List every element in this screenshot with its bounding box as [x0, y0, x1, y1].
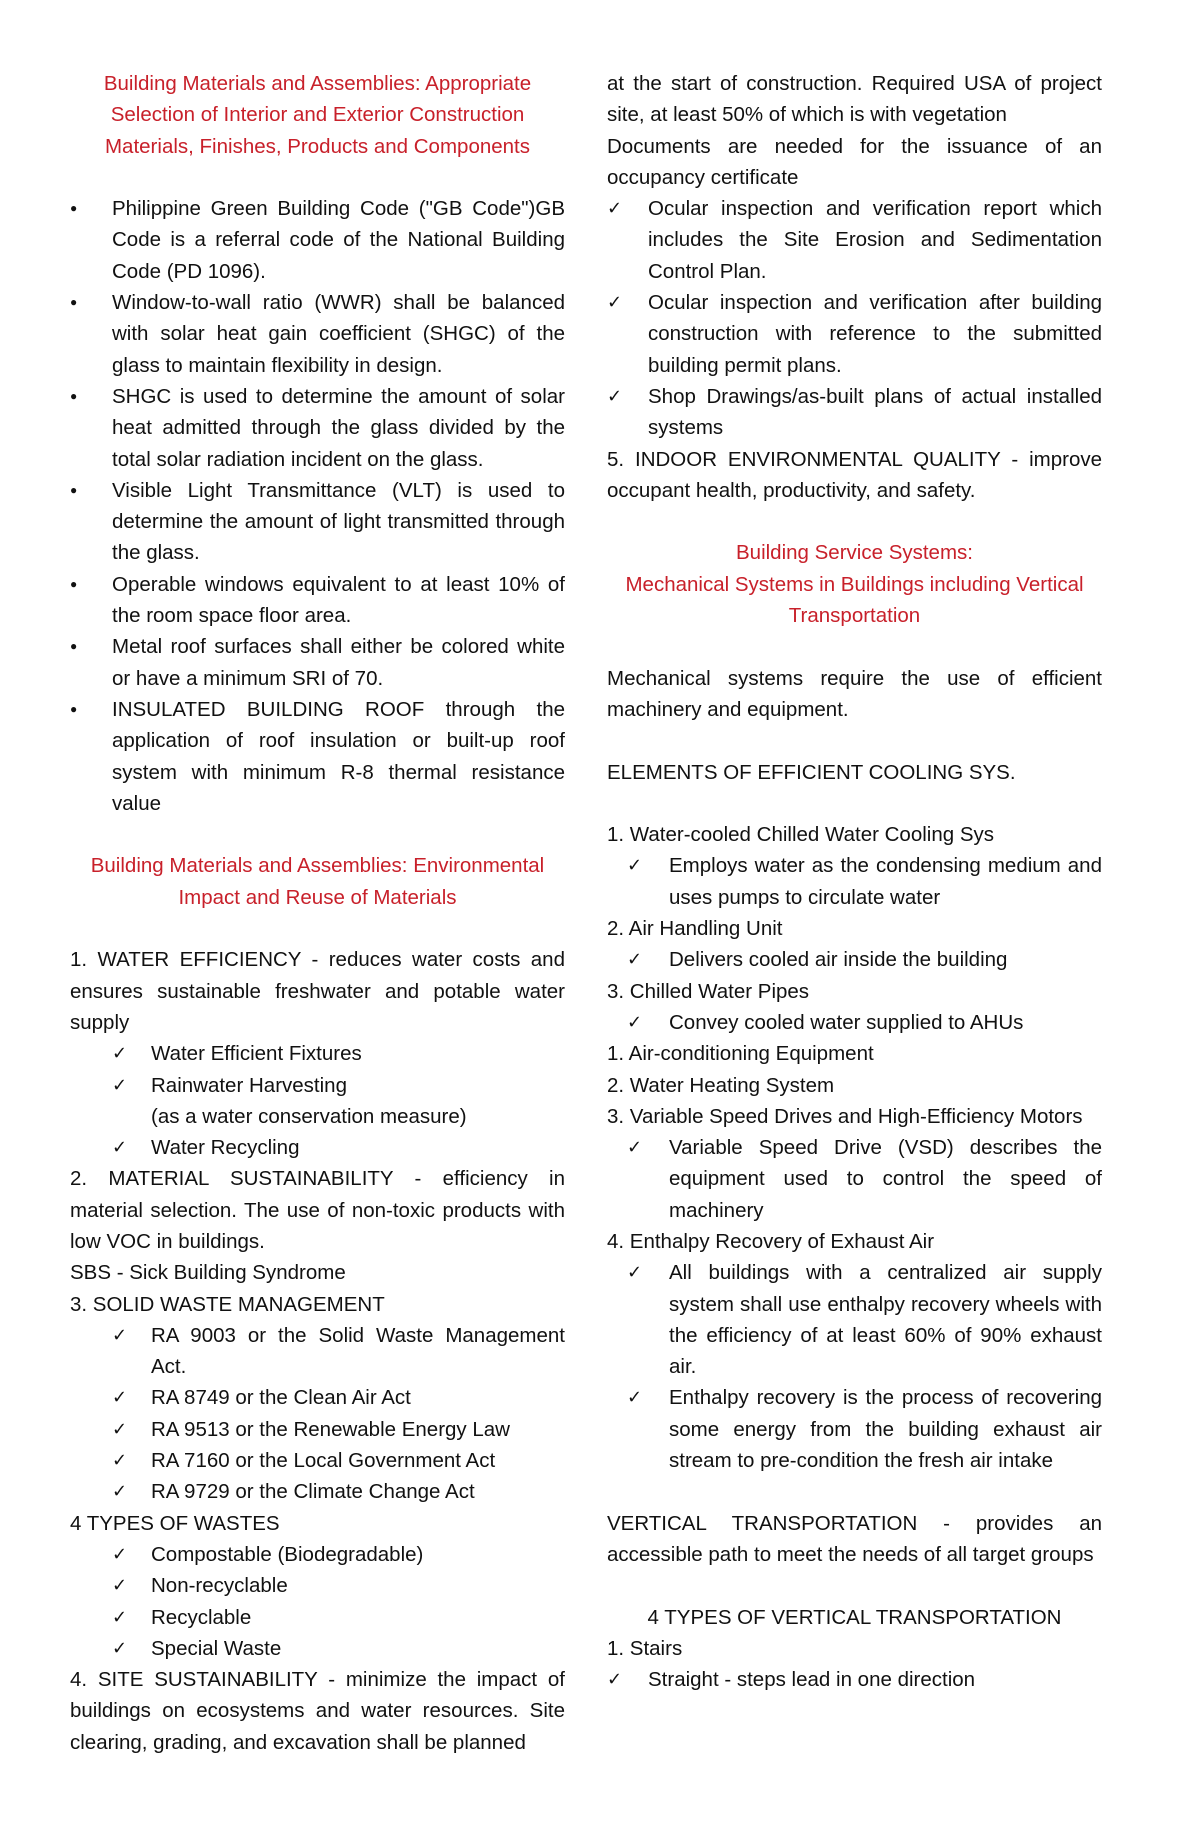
check-mark-icon: ✓	[112, 1387, 128, 1409]
check-mark-icon: ✓	[112, 1637, 128, 1659]
check-mark-icon: ✓	[627, 949, 643, 971]
list-item: ✓ Ocular inspection and verification report which includes the Site Erosion and Sedimentation Control Plan.	[607, 193, 1102, 287]
list-item: ✓ RA 8749 or the Clean Air Act	[70, 1382, 565, 1413]
right-column	[607, 68, 1102, 1695]
list-item: ● SHGC is used to determine the amount of solar heat admitted through the glass divided by the total solar radiation incident on the glass.	[70, 381, 565, 475]
vertical-transportation-paragraph: VERTICAL TRANSPORTATION - provides an accessible path to meet the needs of all target groups	[607, 1511, 1102, 1566]
list-item: 3. Variable Speed Drives and High-Efficiency Motors	[607, 1104, 1083, 1128]
check-mark-icon: ✓	[112, 1074, 128, 1096]
check-mark-icon: ✓	[607, 198, 623, 220]
material-sustainability-paragraph: 2. MATERIAL SUSTAINABILITY - efficiency in material selection. The use of non-toxic products with low VOC in buildings.	[70, 1167, 565, 1253]
list-item: 2. Air Handling Unit	[607, 917, 783, 941]
check-mark-icon: ✓	[112, 1606, 128, 1628]
list-item: 1. Air-conditioning Equipment	[607, 1042, 874, 1066]
list-item: ✓ Delivers cooled air inside the building	[607, 944, 1102, 975]
list-item: ✓ RA 9003 or the Solid Waste Management Act.	[70, 1320, 565, 1383]
check-mark-icon: ✓	[112, 1450, 128, 1472]
check-mark-icon: ✓	[112, 1481, 128, 1503]
list-item: ● Operable windows equivalent to at least 10% of the room space floor area.	[70, 569, 565, 632]
gb-code-bullet-list	[70, 193, 565, 819]
check-mark-icon: ✓	[112, 1418, 128, 1440]
list-item: ✓ Recyclable	[70, 1602, 565, 1633]
indoor-environmental-quality-paragraph: 5. INDOOR ENVIRONMENTAL QUALITY - improve occupant health, productivity, and safety.	[607, 447, 1102, 502]
list-item: ✓ Variable Speed Drive (VSD) describes the equipment used to control the speed of machinery	[607, 1132, 1102, 1226]
left-column	[70, 68, 565, 1758]
list-item: 2. Water Heating System	[607, 1073, 835, 1097]
list-item: ✓ Water Efficient Fixtures	[70, 1038, 565, 1069]
check-mark-icon: ✓	[627, 1387, 643, 1409]
list-item: ✓ Non-recyclable	[70, 1570, 565, 1601]
list-item: ✓ Convey cooled water supplied to AHUs	[607, 1007, 1102, 1038]
section-heading-environmental-impact: Building Materials and Assemblies: Environmental Impact and Reuse of Materials	[90, 854, 545, 909]
list-item: ✓ RA 9513 or the Renewable Energy Law	[70, 1414, 565, 1445]
list-item: 3. Chilled Water Pipes	[607, 979, 810, 1003]
occupancy-documents-paragraph: Documents are needed for the issuance of an occupancy certificate	[607, 134, 1102, 189]
mechanical-systems-paragraph: Mechanical systems require the use of efficient machinery and equipment.	[607, 666, 1102, 721]
list-item: ✓ Enthalpy recovery is the process of recovering some energy from the building exhaust air stream to pre-condition the fresh air intake	[607, 1382, 1102, 1476]
check-mark-icon: ✓	[627, 855, 643, 877]
list-item: ✓ Shop Drawings/as-built plans of actual installed systems	[607, 381, 1102, 444]
list-item: ✓ Rainwater Harvesting	[70, 1070, 565, 1101]
check-mark-icon: ✓	[112, 1137, 128, 1159]
list-item: ✓ Employs water as the condensing medium and uses pumps to circulate water	[607, 850, 1102, 913]
check-mark-icon: ✓	[607, 1669, 623, 1691]
list-item: ✓ RA 7160 or the Local Government Act	[70, 1445, 565, 1476]
check-mark-icon: ✓	[627, 1262, 643, 1284]
site-sustainability-continued: at the start of construction. Required USA of project site, at least 50% of which is with vegetation	[607, 72, 1102, 127]
waste-types-title: 4 TYPES OF WASTES	[70, 1511, 280, 1535]
list-item: ✓ Special Waste	[70, 1633, 565, 1664]
list-item: ● INSULATED BUILDING ROOF through the application of roof insulation or built-up roof system with minimum R-8 thermal resistance value	[70, 694, 565, 819]
list-item: 1. Stairs	[607, 1636, 683, 1660]
solid-waste-title: 3. SOLID WASTE MANAGEMENT	[70, 1292, 385, 1316]
sbs-definition: SBS - Sick Building Syndrome	[70, 1261, 346, 1285]
check-mark-icon: ✓	[112, 1543, 128, 1565]
check-mark-icon: ✓	[627, 1011, 643, 1033]
check-mark-icon: ✓	[607, 385, 623, 407]
check-mark-icon: ✓	[112, 1043, 128, 1065]
list-item: ● Visible Light Transmittance (VLT) is used to determine the amount of light transmitted through the glass.	[70, 475, 565, 569]
section-heading-materials-selection: Building Materials and Assemblies: Appropriate Selection of Interior and Exterior Construction Materials, Finishes, Products and Components	[103, 72, 532, 158]
list-item: ✓ All buildings with a centralized air supply system shall use enthalpy recovery wheels with the efficiency of at least 60% of 90% exhaust air.	[607, 1257, 1102, 1382]
list-item: ● Philippine Green Building Code ("GB Code")GB Code is a referral code of the National Building Code (PD 1096).	[70, 193, 565, 287]
section-heading-building-service-systems: Building Service Systems: Mechanical Systems in Buildings including Vertical Transportation	[625, 541, 1084, 628]
check-mark-icon: ✓	[607, 292, 623, 314]
list-item: ● Metal roof surfaces shall either be colored white or have a minimum SRI of 70.	[70, 631, 565, 694]
list-item: ✓ Straight - steps lead in one direction	[607, 1664, 1102, 1695]
water-efficiency-paragraph: 1. WATER EFFICIENCY - reduces water costs and ensures sustainable freshwater and potable water supply	[70, 948, 565, 1034]
list-item: ● Window-to-wall ratio (WWR) shall be balanced with solar heat gain coefficient (SHGC) of the glass to maintain flexibility in design.	[70, 287, 565, 381]
list-item: ✓ Water Recycling	[70, 1132, 565, 1163]
list-item: 4. Enthalpy Recovery of Exhaust Air	[607, 1229, 935, 1253]
list-item: 1. Water-cooled Chilled Water Cooling Sys	[607, 823, 994, 847]
list-item: ✓ Ocular inspection and verification after building construction with reference to the submitted building permit plans.	[607, 287, 1102, 381]
site-sustainability-paragraph: 4. SITE SUSTAINABILITY - minimize the impact of buildings on ecosystems and water resources. Site clearing, grading, and excavation shall be planned	[70, 1668, 565, 1754]
list-item: ✓ Compostable (Biodegradable)	[70, 1539, 565, 1570]
cooling-elements-title: ELEMENTS OF EFFICIENT COOLING SYS.	[607, 760, 1016, 784]
check-mark-icon: ✓	[112, 1575, 128, 1597]
list-item: ✓ RA 9729 or the Climate Change Act	[70, 1476, 565, 1507]
vertical-transportation-types-title: 4 TYPES OF VERTICAL TRANSPORTATION	[647, 1605, 1062, 1629]
check-mark-icon: ✓	[112, 1324, 128, 1346]
list-item-note: (as a water conservation measure)	[151, 1104, 467, 1128]
check-mark-icon: ✓	[627, 1137, 643, 1159]
